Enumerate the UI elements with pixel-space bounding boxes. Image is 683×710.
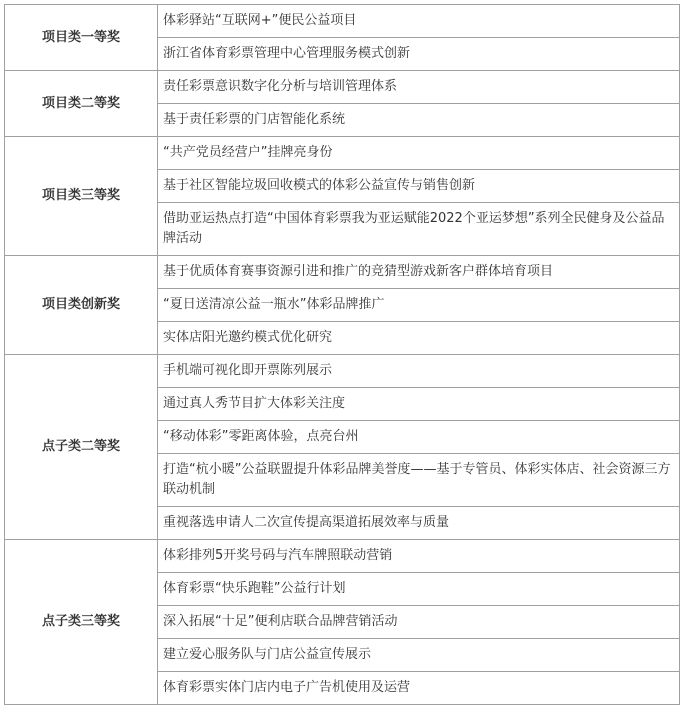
award-category-cell: 点子类三等奖 <box>5 540 158 705</box>
award-project-cell: 体彩驿站“互联网+”便民公益项目 <box>158 5 680 38</box>
table-row <box>5 71 680 104</box>
table-row <box>5 355 680 388</box>
table-row <box>5 256 680 289</box>
award-project-cell: “共产党员经营户”挂牌亮身份 <box>158 137 680 170</box>
award-project-cell: 重视落选申请人二次宣传提高渠道拓展效率与质量 <box>158 507 680 540</box>
award-project-cell: 体育彩票“快乐跑鞋”公益行计划 <box>158 573 680 606</box>
award-project-cell: 通过真人秀节目扩大体彩关注度 <box>158 388 680 421</box>
table-row <box>5 137 680 170</box>
awards-table-body <box>5 5 680 705</box>
award-project-cell: 深入拓展“十足”便利店联合品牌营销活动 <box>158 606 680 639</box>
award-project-cell: 基于优质体育赛事资源引进和推广的竞猜型游戏新客户群体培育项目 <box>158 256 680 289</box>
table-row <box>5 5 680 38</box>
award-project-cell: 手机端可视化即开票陈列展示 <box>158 355 680 388</box>
award-project-cell: 体育彩票实体门店内电子广告机使用及运营 <box>158 672 680 705</box>
award-project-cell: “夏日送清凉公益一瓶水”体彩品牌推广 <box>158 289 680 322</box>
award-project-cell: 责任彩票意识数字化分析与培训管理体系 <box>158 71 680 104</box>
award-project-cell: 基于责任彩票的门店智能化系统 <box>158 104 680 137</box>
table-row <box>5 540 680 573</box>
award-project-cell: 体彩排列5开奖号码与汽车牌照联动营销 <box>158 540 680 573</box>
award-project-cell: 建立爱心服务队与门店公益宣传展示 <box>158 639 680 672</box>
award-project-cell: 基于社区智能垃圾回收模式的体彩公益宣传与销售创新 <box>158 170 680 203</box>
award-project-cell: 借助亚运热点打造“中国体育彩票我为亚运赋能2022个亚运梦想”系列全民健身及公益品牌活动 <box>158 203 680 256</box>
award-category-cell: 点子类二等奖 <box>5 355 158 540</box>
award-project-cell: 实体店阳光邀约模式优化研究 <box>158 322 680 355</box>
award-project-cell: 打造“杭小暖”公益联盟提升体彩品牌美誉度——基于专管员、体彩实体店、社会资源三方联动机制 <box>158 454 680 507</box>
award-project-cell: “移动体彩”零距离体验，点亮台州 <box>158 421 680 454</box>
award-category-cell: 项目类创新奖 <box>5 256 158 355</box>
award-project-cell: 浙江省体育彩票管理中心管理服务模式创新 <box>158 38 680 71</box>
awards-table <box>4 4 680 705</box>
award-category-cell: 项目类二等奖 <box>5 71 158 137</box>
award-category-cell: 项目类三等奖 <box>5 137 158 256</box>
award-category-cell: 项目类一等奖 <box>5 5 158 71</box>
